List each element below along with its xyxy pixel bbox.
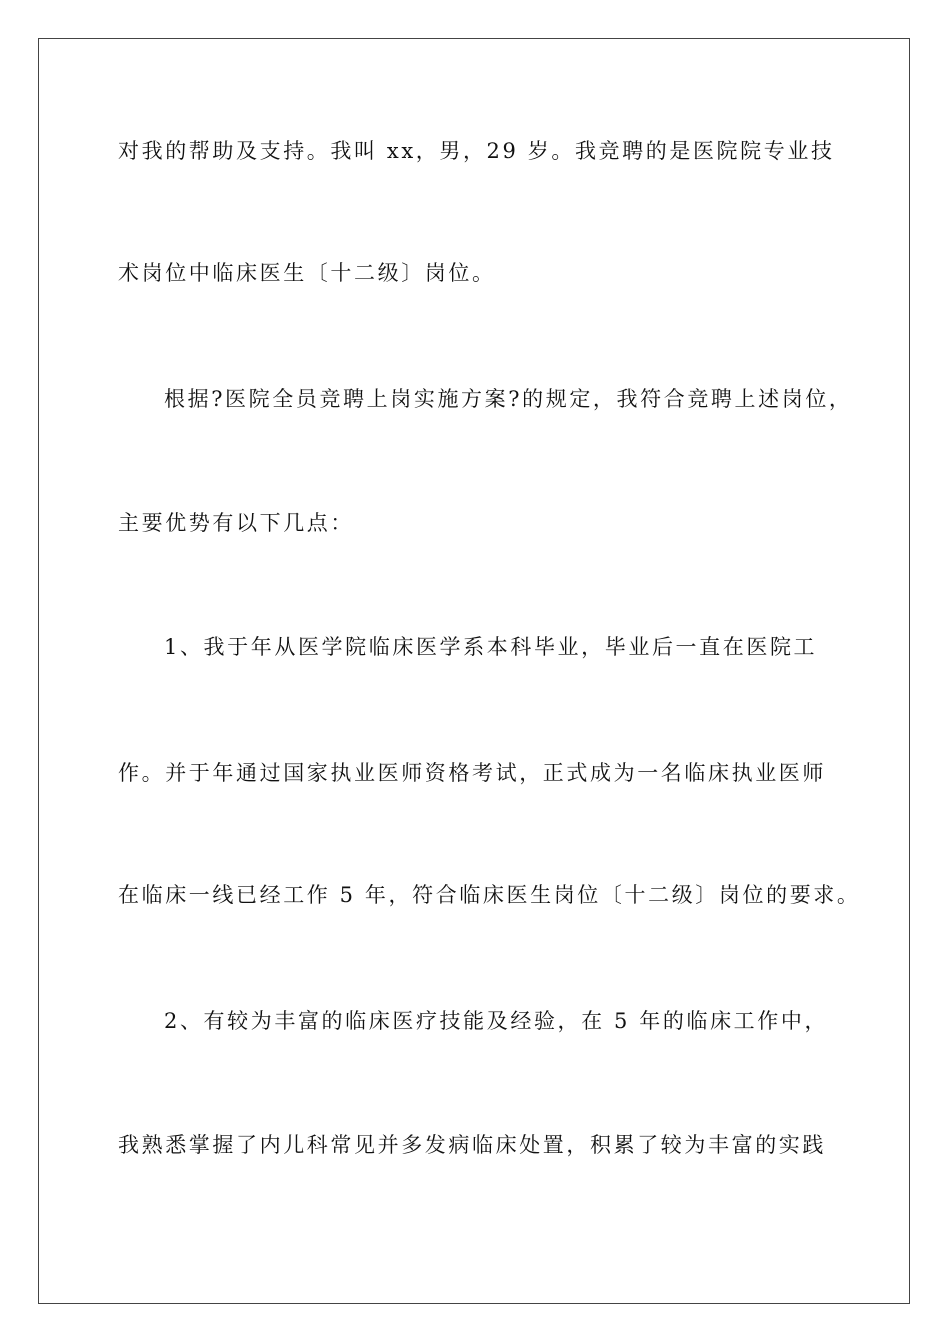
- text-line: 作。并于年通过国家执业医师资格考试，正式成为一名临床执业医师: [118, 761, 826, 785]
- paragraph-start-line: 1、我于年从医学院临床医学系本科毕业，毕业后一直在医院工: [164, 635, 818, 659]
- page-border: [38, 38, 910, 1304]
- text-line: 对我的帮助及支持。我叫 xx，男，29 岁。我竞聘的是医院院专业技: [118, 139, 835, 163]
- paragraph-start-line: 根据?医院全员竞聘上岗实施方案?的规定，我符合竞聘上述岗位，: [164, 387, 853, 411]
- text-line: 在临床一线已经工作 5 年，符合临床医生岗位〔十二级〕岗位的要求。: [118, 883, 861, 907]
- text-line: 术岗位中临床医生〔十二级〕岗位。: [118, 261, 496, 285]
- text-line: 主要优势有以下几点：: [118, 511, 354, 535]
- paragraph-start-line: 2、有较为丰富的临床医疗技能及经验，在 5 年的临床工作中，: [164, 1009, 829, 1033]
- text-line: 我熟悉掌握了内儿科常见并多发病临床处置，积累了较为丰富的实践: [118, 1133, 826, 1157]
